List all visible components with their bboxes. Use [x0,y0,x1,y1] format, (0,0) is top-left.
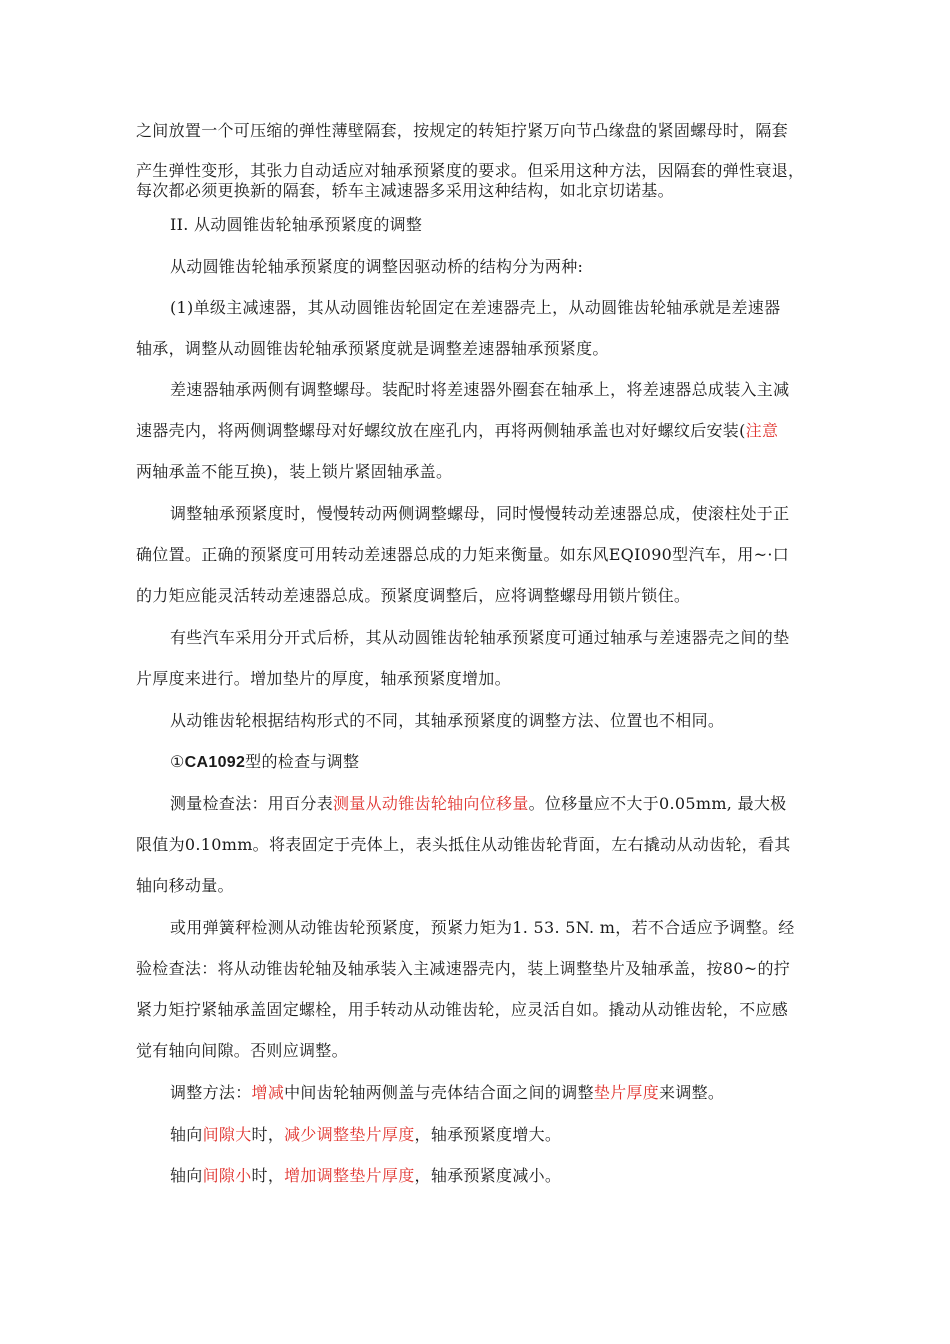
paragraph-line [170,1125,561,1145]
paragraph-line: 紧力矩拧紧轴承盖固定螺栓，用手转动从动锥齿轮，应灵活自如。撬动从动锥齿轮，不应感 [136,1000,789,1019]
text-run: ，轴承预紧度增大。 [414,1125,562,1144]
paragraph-line [170,1083,724,1103]
highlight-text: 增减 [251,1083,285,1102]
text-run: 测量检查法：用百分表 [170,794,334,813]
text-run: 速器壳内，将两侧调整螺母对好螺纹放在座孔内，再将两侧轴承盖也对好螺纹后安装( [136,421,746,440]
paragraph-line: 片厚度来进行。增加垫片的厚度，轴承预紧度增加。 [136,669,511,688]
paragraph-line: 产生弹性变形，其张力自动适应对轴承预紧度的要求。但采用这种方法，因隔套的弹性衰退， [136,161,805,180]
paragraph-line: 限值为0.10mm。将表固定于壳体上，表头抵住从动锥齿轮背面，左右撬动从动齿轮，看其 [136,835,791,854]
paragraph-line: 差速器轴承两侧有调整螺母。装配时将差速器外圈套在轴承上，将差速器总成装入主减 [170,380,790,399]
highlight-text: 间隙小 [202,1166,252,1185]
list-item-line: (1)单级主减速器，其从动圆锥齿轮固定在差速器壳上，从动圆锥齿轮轴承就是差速器 [170,298,781,317]
paragraph-line: 两轴承盖不能互换)，装上锁片紧固轴承盖。 [136,462,453,481]
highlight-text: 注意 [745,421,779,440]
paragraph-line [170,794,786,814]
paragraph-line: 或用弹簧秤检测从动锥齿轮预紧度，预紧力矩为1. 53. 5N. m，若不合适应予调整。经 [170,918,795,937]
paragraph-line: 之间放置一个可压缩的弹性薄壁隔套，按规定的转矩拧紧万向节凸缘盘的紧固螺母时，隔套 [136,121,789,140]
circled-number: ① [170,752,185,771]
paragraph-line: 确位置。正确的预紧度可用转动差速器总成的力矩来衡量。如东风EQI090型汽车，用~·口 [136,545,790,564]
paragraph-line: 调整轴承预紧度时，慢慢转动两侧调整螺母，同时慢慢转动差速器总成，使滚柱处于正 [170,504,790,523]
text-run: 来调整。 [659,1083,725,1102]
model-code: CA1092 [184,754,246,771]
text-run: 时， [251,1166,285,1185]
highlight-text: 增加调整垫片厚度 [284,1166,415,1185]
paragraph-line [170,1166,561,1186]
paragraph-line: 的力矩应能灵活转动差速器总成。预紧度调整后，应将调整螺母用锁片锁住。 [136,586,691,605]
text-run: ，轴承预紧度减小。 [414,1166,562,1185]
paragraph-line: 有些汽车采用分开式后桥，其从动圆锥齿轮轴承预紧度可通过轴承与差速器壳之间的垫 [170,628,790,647]
section-heading: II. 从动圆锥齿轮轴承预紧度的调整 [170,215,423,234]
text-run: 调整方法： [170,1083,252,1102]
highlight-text: 减少调整垫片厚度 [284,1125,415,1144]
highlight-text: 测量从动锥齿轮轴向位移量 [333,794,529,813]
text-run: 时， [251,1125,285,1144]
paragraph-line: 验检查法：将从动锥齿轮轴及轴承装入主减速器壳内，装上调整垫片及轴承盖，按80~的拧 [136,959,791,978]
text-run: 。位移量应不大于0.05mm, 最大极 [528,794,787,813]
text-run: 型的检查与调整 [245,752,360,771]
highlight-text: 间隙大 [202,1125,252,1144]
paragraph-line: 从动圆锥齿轮轴承预紧度的调整因驱动桥的结构分为两种: [170,257,584,276]
paragraph-line: 觉有轴向间隙。否则应调整。 [136,1041,348,1060]
text-run: 轴向 [170,1125,203,1144]
list-item-line: 轴承，调整从动圆锥齿轮轴承预紧度就是调整差速器轴承预紧度。 [136,339,609,358]
paragraph-line: 从动锥齿轮根据结构形式的不同，其轴承预紧度的调整方法、位置也不相同。 [170,711,725,730]
text-run: 轴向 [170,1166,203,1185]
highlight-text: 垫片厚度 [593,1083,660,1102]
paragraph-line: 每次都必须更换新的隔套，轿车主减速器多采用这种结构，如北京切诺基。 [136,181,674,200]
paragraph-line: 轴向移动量。 [136,876,234,895]
subsection-heading [170,752,359,773]
paragraph-line [136,421,778,441]
text-run: 中间齿轮轴两侧盖与壳体结合面之间的调整 [284,1083,594,1102]
